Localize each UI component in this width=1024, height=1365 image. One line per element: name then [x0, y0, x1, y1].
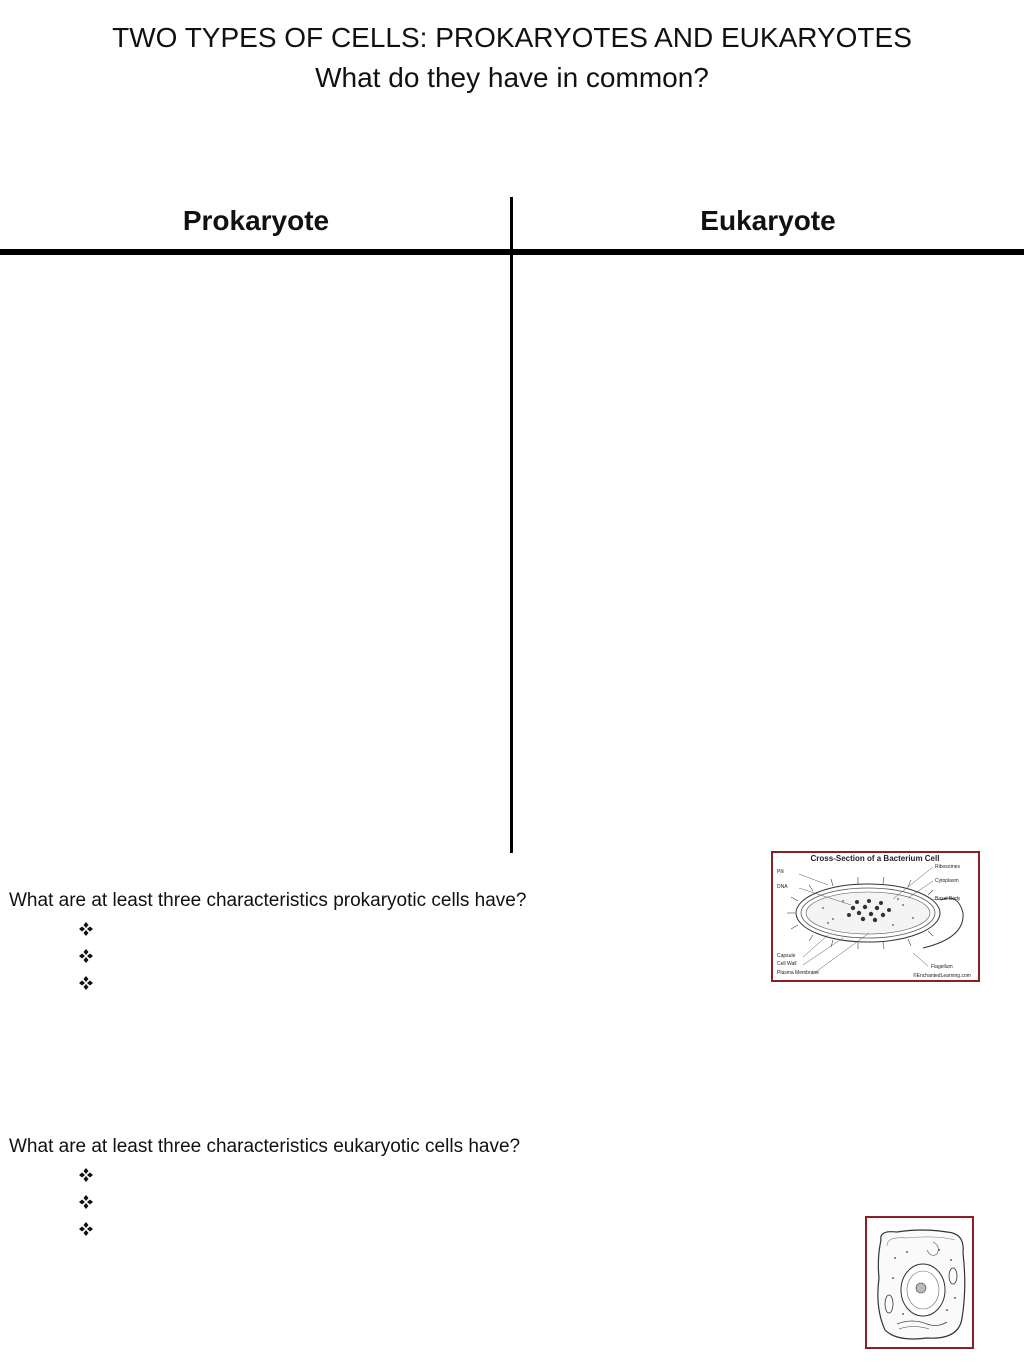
animal-cell-diagram: [865, 1216, 974, 1349]
table-column-divider: [510, 197, 513, 853]
answer-bullet[interactable]: [78, 1161, 94, 1188]
answer-bullets-eukaryote: [78, 1161, 94, 1242]
animal-cell-diagram-icon: [867, 1218, 972, 1347]
label-cell-wall: Cell Wall: [777, 961, 797, 967]
label-ribosomes: Ribosomes: [935, 864, 961, 870]
bacterium-cell-icon: [773, 853, 978, 980]
question-eukaryote: What are at least three characteristics eukaryotic cells have?: [9, 1136, 521, 1157]
label-pili: Pili: [777, 869, 784, 875]
column-header-eukaryote: Eukaryote: [700, 205, 836, 236]
diamond-bullet-icon: [78, 1167, 94, 1183]
label-flagellum: Flagellum: [931, 964, 953, 970]
diamond-bullet-icon: [78, 1221, 94, 1237]
label-cytoplasm: Cytoplasm: [935, 878, 959, 884]
question-prokaryote: What are at least three characteristics prokaryotic cells have?: [9, 890, 527, 911]
diamond-bullet-icon: [78, 921, 94, 937]
answer-bullet[interactable]: [78, 969, 94, 996]
bacterium-diagram-title: Cross-Section of a Bacterium Cell: [810, 854, 940, 863]
label-dna: DNA: [777, 884, 788, 890]
diamond-bullet-icon: [78, 948, 94, 964]
answer-bullet[interactable]: [78, 1188, 94, 1215]
column-header-prokaryote: Prokaryote: [182, 205, 330, 236]
title-block: [0, 18, 1024, 98]
page-title: TWO TYPES OF CELLS: PROKARYOTES AND EUKARYOTES: [112, 22, 912, 53]
label-plasma-membrane: Plasma Membrane: [777, 970, 819, 976]
answer-bullet[interactable]: [78, 1215, 94, 1242]
bacterium-diagram: [771, 851, 980, 982]
page-subtitle: What do they have in common?: [315, 62, 709, 93]
answer-bullets-prokaryote: [78, 915, 94, 996]
figure-credit: ©EnchantedLearning.com: [913, 973, 971, 979]
label-basal-body: Basal Body: [935, 896, 961, 902]
diamond-bullet-icon: [78, 975, 94, 991]
label-capsule: Capsule: [777, 953, 796, 959]
diamond-bullet-icon: [78, 1194, 94, 1210]
answer-bullet[interactable]: [78, 942, 94, 969]
answer-bullet[interactable]: [78, 915, 94, 942]
